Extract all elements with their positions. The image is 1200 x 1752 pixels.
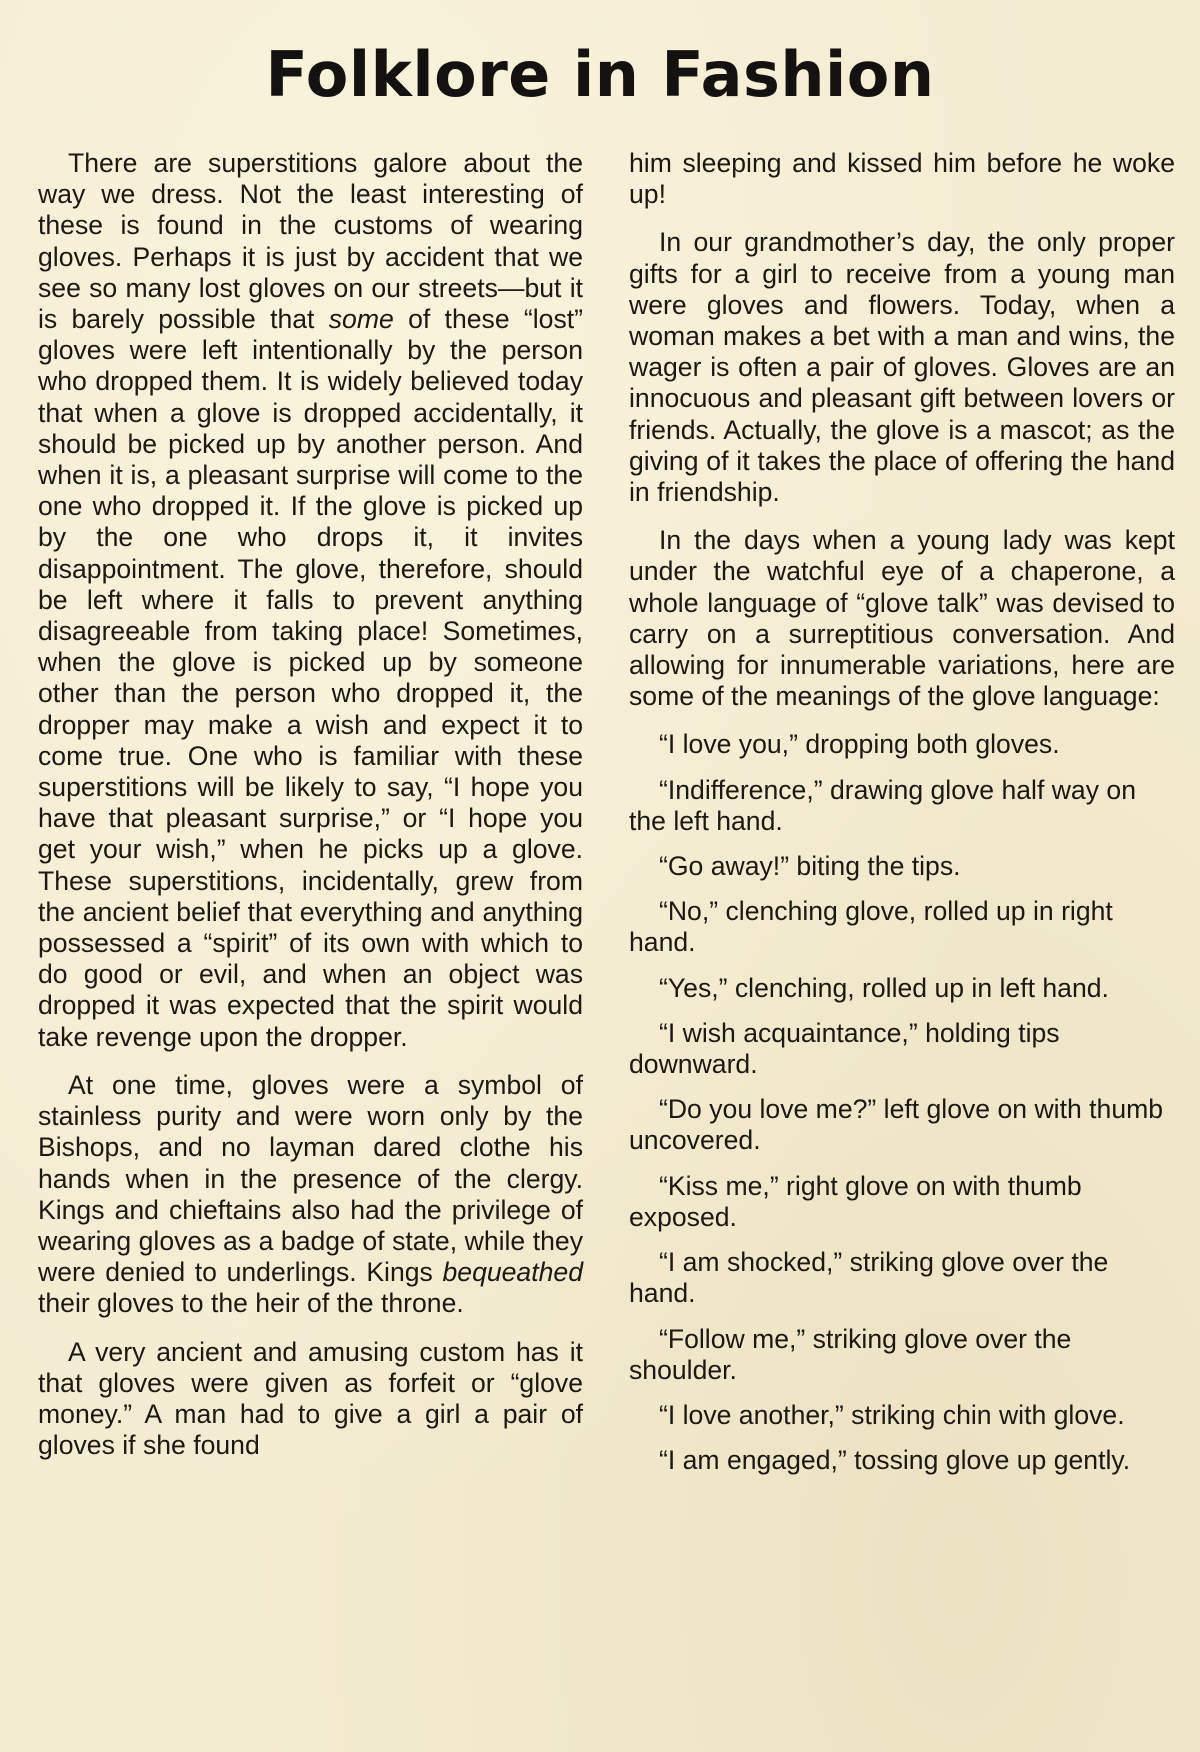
glove-meaning xyxy=(629,896,1175,958)
right-column xyxy=(629,148,1175,1490)
article-paragraph xyxy=(38,1337,583,1462)
italic-text: some xyxy=(328,304,394,335)
paragraph-text: “Follow me,” striking glove over the shoulder. xyxy=(629,1323,1072,1385)
paragraph-text: A very ancient and amusing custom has it that gloves were given as forfeit or “glove money.” A man had to give a girl a pair of gloves if she found xyxy=(38,1336,583,1461)
paragraph-text: “I wish acquaintance,” holding tips downward. xyxy=(629,1017,1060,1080)
paragraph-text: In the days when a young lady was kept under the watchful eye of a chaperone, a whole language of “glove talk” was devised to carry on a surreptitious conversation. And allowing for innumerable variations, here are some of the meanings of the glove language: xyxy=(629,525,1175,712)
article-paragraph xyxy=(629,525,1175,712)
paragraph-text: him sleeping and kissed him before he woke up! xyxy=(629,148,1175,210)
paragraph-text: There are superstitions galore about the way we dress. Not the least interesting of these is found in the customs of wearing gloves. Perhaps it is just by accident that we see so many lost gloves on our streets—but it is barely possible that xyxy=(38,148,583,335)
left-column xyxy=(38,148,583,1478)
paragraph-text: “Indifference,” drawing glove half way on the left hand. xyxy=(629,774,1136,836)
paragraph-text: “Go away!” biting the tips. xyxy=(659,851,961,882)
paragraph-text: “I love you,” dropping both gloves. xyxy=(659,729,1060,760)
glove-meaning xyxy=(629,1018,1175,1080)
italic-text: bequeathed xyxy=(442,1257,583,1288)
glove-meaning xyxy=(629,775,1175,837)
paragraph-text: “I love another,” striking chin with glove. xyxy=(659,1399,1125,1430)
paragraph-text: “Kiss me,” right glove on with thumb exposed. xyxy=(629,1170,1082,1232)
glove-meaning xyxy=(629,1171,1175,1233)
continued-paragraph xyxy=(629,148,1175,210)
glove-meaning xyxy=(629,729,1175,760)
glove-meaning xyxy=(629,1247,1175,1309)
paragraph-text: “I am shocked,” striking glove over the hand. xyxy=(629,1247,1109,1309)
article-paragraph xyxy=(38,148,583,1053)
glove-meaning xyxy=(629,973,1175,1004)
paragraph-text: In our grandmother’s day, the only proper gifts for a girl to receive from a young man were gloves and flowers. Today, when a woman makes a bet with a man and wins, the wager is often a pair of gloves. Gloves are an innocuous and pleasant gift between lovers or friends. Actually, the glove is a mascot; as the giving of it takes the place of offering the hand in friendship. xyxy=(629,227,1175,508)
paragraph-text: At one time, gloves were a symbol of stainless purity and were worn only by the Bishops, and no layman dared clothe his hands when in the presence of the clergy. Kings and chieftains also had the privilege of wearing gloves as a badge of state, while they were denied to underlings. Kings xyxy=(38,1069,583,1288)
paragraph-text: “Yes,” clenching, rolled up in left hand. xyxy=(659,972,1109,1003)
article-paragraph xyxy=(38,1070,583,1320)
paragraph-text: “I am engaged,” tossing glove up gently. xyxy=(659,1445,1131,1476)
glove-meaning xyxy=(629,851,1175,882)
paragraph-text: “Do you love me?” left glove on with thumb uncovered. xyxy=(629,1094,1164,1156)
paragraph-text: their gloves to the heir of the throne. xyxy=(38,1288,464,1319)
paragraph-text: of these “lost” gloves were left intentionally by the person who dropped them. It is widely believed today that when a glove is dropped accidentally, it should be picked up by another person. And when it is, a pleasant surprise will come to the one who dropped it. If the glove is picked up by the one who drops it, it invites disappointment. The glove, therefore, should be left where it falls to prevent anything disagreeable from taking place! Sometimes, when the glove is picked up by someone other than the person who dropped it, the dropper may make a wish and expect it to come true. One who is familiar with these superstitions will be likely to say, “I hope you have that pleasant surprise,” or “I hope you get your wish,” when he picks up a glove. These superstitions, incidentally, grew from the ancient belief that everything and anything possessed a “spirit” of its own with which to do good or evil, and when an object was dropped it was expected that the spirit would take revenge upon the dropper. xyxy=(38,304,583,1052)
glove-meaning xyxy=(629,1445,1175,1476)
article-paragraph xyxy=(629,227,1175,508)
paragraph-text: “No,” clenching glove, rolled up in right hand. xyxy=(629,896,1113,958)
glove-meaning xyxy=(629,1400,1175,1431)
article-title: Folklore in Fashion xyxy=(265,38,935,111)
glove-meaning xyxy=(629,1324,1175,1386)
glove-meaning xyxy=(629,1094,1175,1156)
